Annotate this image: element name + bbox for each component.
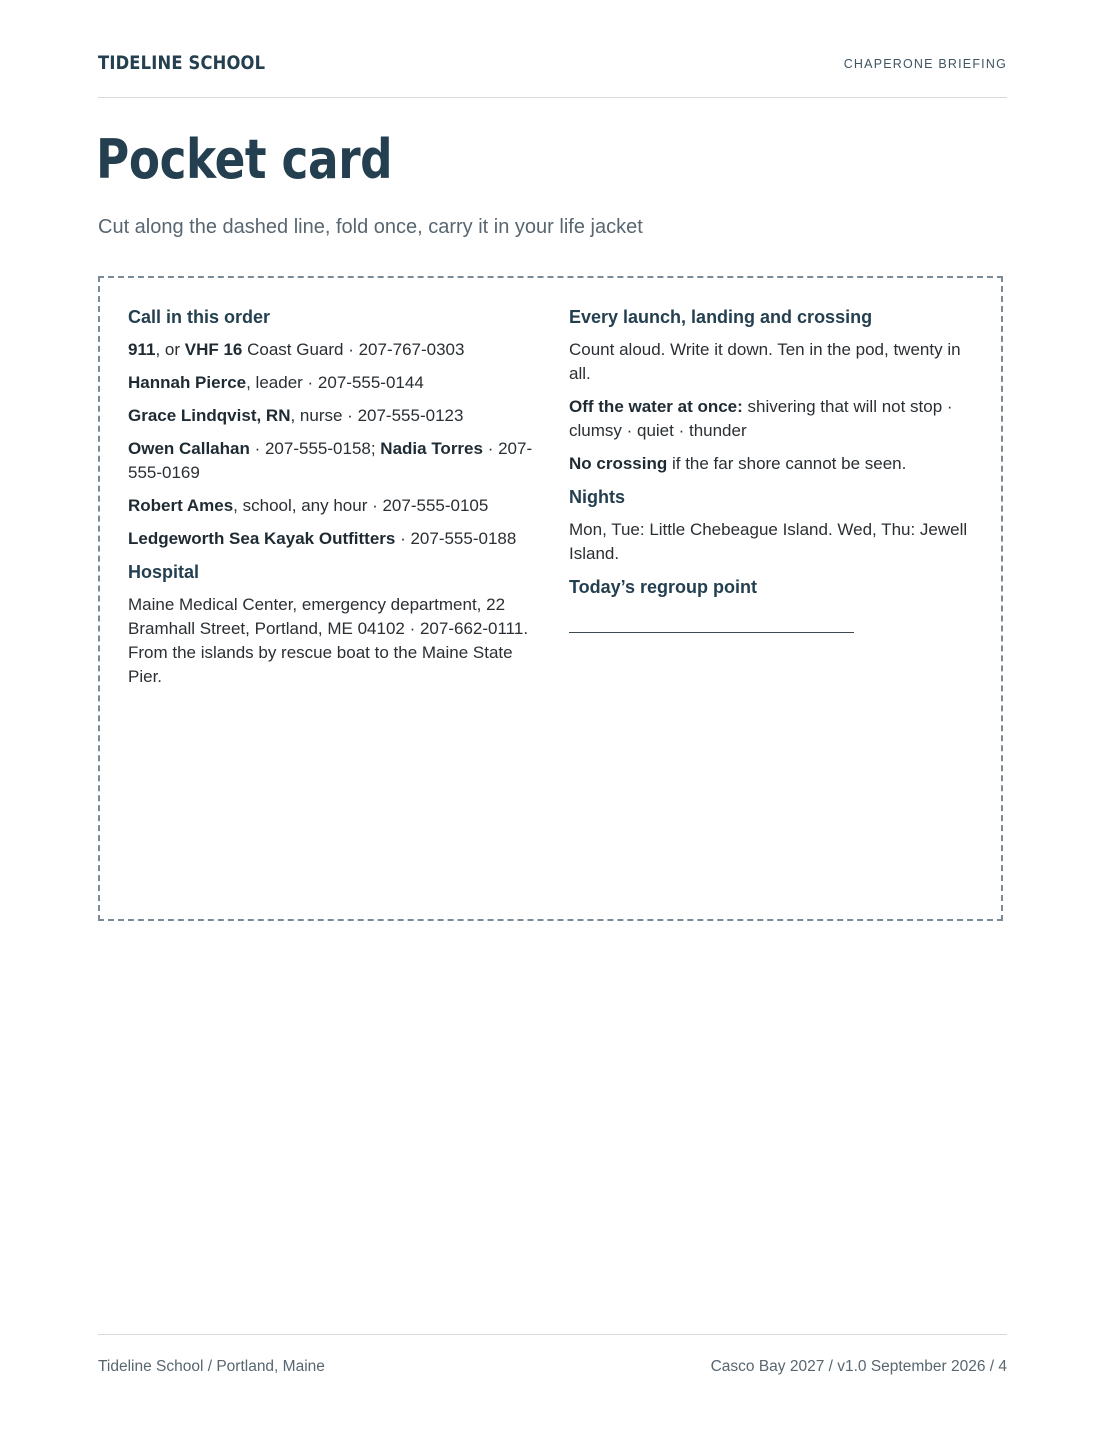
page-title: Pocket card — [96, 128, 393, 191]
contact-name: Robert Ames — [128, 496, 234, 515]
call-order-heading: Call in this order — [128, 307, 271, 327]
no-crossing-rule: No crossing if the far shore cannot be seen. — [569, 454, 907, 473]
headcount-text: Count aloud. Write it down. Ten in the pod, twenty in all. — [569, 340, 961, 383]
vhf-channel: VHF 16 — [184, 340, 243, 359]
contact-name: Ledgeworth Sea Kayak Outfitters — [128, 529, 396, 548]
footer-school-location: Tideline School / Portland, Maine — [98, 1358, 325, 1375]
document-kind-label: CHAPERONE BRIEFING — [843, 57, 1007, 71]
contact-name: Grace Lindqvist, RN — [128, 406, 291, 425]
nights-heading: Nights — [569, 487, 625, 507]
pocket-card — [98, 276, 1003, 921]
emergency-number: 911 — [128, 340, 156, 359]
contact-name: Hannah Pierce — [128, 373, 247, 392]
hospital-text: Maine Medical Center, emergency department, 22 Bramhall Street, Portland, ME 04102 · 207-662-0111. From the islands by rescue boat to the Maine State Pier. — [128, 595, 529, 686]
launch-heading: Every launch, landing and crossing — [569, 307, 873, 327]
contact-line-outfitter: Ledgeworth Sea Kayak Outfitters · 207-555-0188 — [128, 529, 517, 548]
contact-line-school: Robert Ames, school, any hour · 207-555-0105 — [128, 496, 489, 515]
page-header — [98, 50, 1007, 98]
card-right-column — [569, 305, 983, 633]
page-subtitle: Cut along the dashed line, fold once, carry it in your life jacket — [98, 216, 643, 238]
hospital-heading: Hospital — [128, 562, 200, 582]
contact-line-nurse: Grace Lindqvist, RN, nurse · 207-555-0123 — [128, 406, 464, 425]
footer-version-page: Casco Bay 2027 / v1.0 September 2026 / 4 — [710, 1358, 1007, 1375]
contact-line-emergency: 911, or VHF 16 Coast Guard · 207-767-0303 — [128, 340, 465, 359]
nights-text: Mon, Tue: Little Chebeague Island. Wed, Thu: Jewell Island. — [569, 520, 968, 563]
regroup-write-in-line[interactable] — [569, 608, 854, 633]
contact-name: Nadia Torres — [380, 439, 483, 458]
contact-line-leader: Hannah Pierce, leader · 207-555-0144 — [128, 373, 424, 392]
regroup-heading: Today’s regroup point — [569, 577, 757, 597]
contact-line-chaperones: Owen Callahan · 207-555-0158; Nadia Torres · 207-555-0169 — [128, 439, 533, 482]
card-left-column — [128, 305, 543, 698]
contact-name: Owen Callahan — [128, 439, 250, 458]
off-water-rule: Off the water at once: shivering that will not stop · clumsy · quiet · thunder — [569, 397, 953, 440]
school-brand: TIDELINE SCHOOL — [98, 52, 266, 74]
page-footer — [98, 1334, 1007, 1375]
